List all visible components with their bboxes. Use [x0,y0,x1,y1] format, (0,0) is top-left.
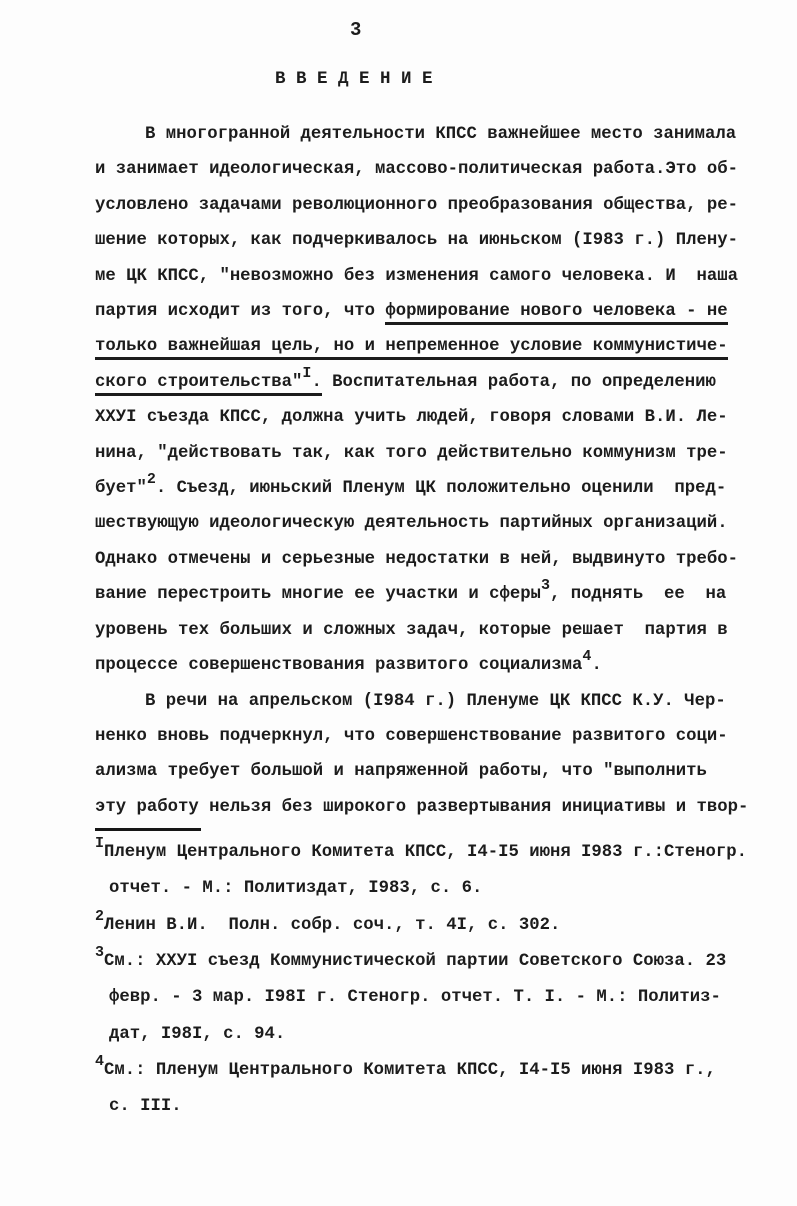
text-line [95,577,757,612]
text-segment: ме ЦК КПСС, "невозможно без изменения самого человека. И наша [95,266,738,286]
text-line [95,471,757,506]
text-line [95,152,757,187]
text-line [95,648,757,683]
text-segment: ского строительства" [95,373,302,396]
text-segment: с. III. [109,1097,182,1117]
text-segment: февр. - 3 мар. I98I г. Стеногр. отчет. Т. I. - М.: Политиз- [109,988,721,1008]
text-line [95,400,757,435]
footnotes-text [95,835,757,1125]
text-segment: ализма требует большой и напряженной работы, что "выполнить [95,762,707,782]
superscript-marker: I [302,373,311,396]
text-segment: , поднять ее на [549,585,727,605]
page-title: В В Е Д Е Н И Е [275,69,433,89]
superscript-marker: 4 [95,1052,105,1070]
text-segment: Однако отмечены и серьезные недостатки в ней, выдвинуто требо- [95,549,738,569]
superscript-marker: 2 [95,907,105,925]
footnote-separator [95,828,201,831]
text-segment: См.: Пленум Центрального Комитета КПСС, I4-I5 июня I983 г., [104,1060,716,1080]
text-line [95,719,757,754]
text-segment: . [591,656,602,676]
text-line [95,117,757,152]
text-segment: эту работу нельзя без широкого развертывания инициативы и твор- [95,797,749,817]
text-line [95,1017,757,1053]
text-line [95,223,757,258]
text-segment: . [311,373,321,396]
superscript-marker: 2 [146,471,156,489]
body-text [95,117,757,825]
text-segment: шествующую идеологическую деятельность партийных организаций. [95,514,728,534]
text-segment: нина, "действовать так, как того действительно коммунизм тре- [95,443,728,463]
text-line [95,908,757,944]
superscript-marker: 4 [582,648,592,666]
text-line [95,1053,757,1089]
text-line [95,294,757,329]
text-segment: Ленин В.И. Полн. собр. соч., т. 4I, с. 302. [104,915,561,935]
text-line [95,542,757,577]
text-segment: шение которых, как подчеркивалось на июньском (I983 г.) Плену- [95,231,738,251]
text-line [95,754,757,789]
text-line [95,871,757,907]
text-segment: партия исходит из того, что [95,302,386,322]
text-segment: . Съезд, июньский Пленум ЦК положительно оценили пред- [155,479,727,499]
text-segment: отчет. - М.: Политиздат, I983, с. 6. [109,879,483,899]
text-line [95,259,757,294]
text-line [95,506,757,541]
text-line [95,835,757,871]
text-line [95,980,757,1016]
text-line [95,790,757,825]
text-segment: дат, I98I, с. 94. [109,1024,286,1044]
superscript-marker: I [95,835,105,853]
text-segment: В речи на апрельском (I984 г.) Пленуме ЦК КПСС К.У. Чер- [145,691,726,711]
text-segment: процессе совершенствования развитого социализма [95,656,583,676]
text-segment: вание перестроить многие ее участки и сферы [95,585,541,605]
text-line [95,944,757,980]
text-segment: и занимает идеологическая, массово-политическая работа.Это об- [95,160,738,180]
text-line [95,188,757,223]
text-segment: только важнейшая цель, но и непременное условие коммунистиче- [95,337,728,360]
text-line [95,1089,757,1125]
text-segment: условлено задачами революционного преобразования общества, ре- [95,195,738,215]
text-segment: формирование нового человека - не [385,302,727,325]
text-segment: Пленум Центрального Комитета КПСС, I4-I5 июня I983 г.:Стеногр. [104,843,747,863]
text-segment: уровень тех больших и сложных задач, которые решает партия в [95,620,728,640]
text-segment: См.: XXУI съезд Коммунистической партии Советского Союза. 23 [104,952,727,972]
text-line [95,365,757,400]
superscript-marker: 3 [95,944,105,962]
page-number: 3 [350,19,362,41]
text-line [95,436,757,471]
text-segment: В многогранной деятельности КПСС важнейшее место занимала [145,125,737,144]
text-line [95,329,757,364]
text-line [95,684,757,719]
text-segment: XXУI съезда КПСС, должна учить людей, говоря словами В.И. Ле- [95,408,728,428]
superscript-marker: 3 [540,577,550,595]
text-segment: ненко вновь подчеркнул, что совершенствование развитого соци- [95,726,728,746]
text-segment: бует" [95,479,147,499]
text-line [95,613,757,648]
text-segment: Воспитательная работа, по определению [321,372,716,392]
